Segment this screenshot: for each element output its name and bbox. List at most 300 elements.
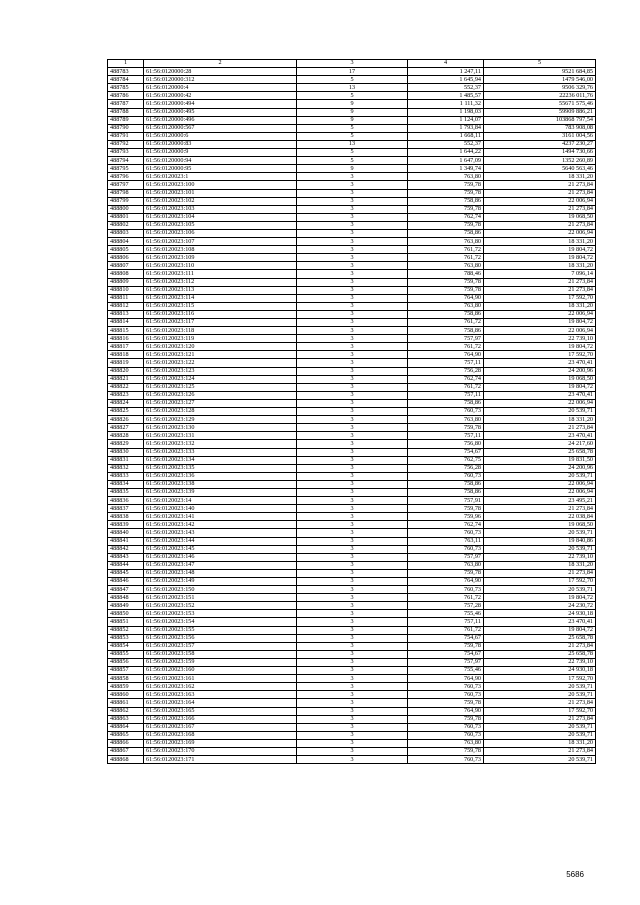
table-cell: 61:56:0120023:101 (144, 189, 297, 197)
table-cell: 61:56:0120023:122 (144, 359, 297, 367)
table-row (108, 76, 596, 84)
table-cell: 763,80 (408, 238, 484, 246)
table-cell: 759,96 (408, 513, 484, 521)
table-cell: 20 539,71 (484, 723, 596, 731)
table-cell: 488845 (108, 569, 144, 577)
table-cell: 788,46 (408, 270, 484, 278)
table-cell: 61:56:0120023:127 (144, 399, 297, 407)
table-cell: 488792 (108, 140, 144, 148)
table-cell: 25 658,78 (484, 448, 596, 456)
table-cell: 3 (297, 602, 408, 610)
table-row (108, 286, 596, 294)
table-cell: 22 739,10 (484, 553, 596, 561)
table-cell: 488846 (108, 578, 144, 586)
table-cell: 552,37 (408, 84, 484, 92)
table-cell: 488840 (108, 529, 144, 537)
table-cell: 61:56:0120023:106 (144, 229, 297, 237)
table-row (108, 658, 596, 666)
table-cell: 61:56:0120023:104 (144, 213, 297, 221)
table-row (108, 197, 596, 205)
table-cell: 763,80 (408, 302, 484, 310)
table-cell: 19 804,72 (484, 594, 596, 602)
table-cell: 763,80 (408, 173, 484, 181)
table-row (108, 667, 596, 675)
table-cell: 61:56:0120023:128 (144, 408, 297, 416)
table-cell: 488819 (108, 359, 144, 367)
table-row (108, 262, 596, 270)
table-cell: 488793 (108, 149, 144, 157)
table-cell: 3 (297, 213, 408, 221)
table-cell: 61:56:0120023:140 (144, 505, 297, 513)
table-cell: 61:56:0120023:107 (144, 238, 297, 246)
table-cell: 21 273,84 (484, 181, 596, 189)
table-cell: 760,73 (408, 723, 484, 731)
table-cell: 3 (297, 731, 408, 739)
table-cell: 3 (297, 310, 408, 318)
table-cell: 21 273,84 (484, 221, 596, 229)
table-cell: 763,80 (408, 561, 484, 569)
table-cell: 760,73 (408, 408, 484, 416)
column-header: 4 (408, 60, 484, 68)
table-cell: 759,78 (408, 715, 484, 723)
table-cell: 19 804,72 (484, 383, 596, 391)
table-cell: 9521 684,85 (484, 68, 596, 76)
table-cell: 764,90 (408, 578, 484, 586)
table-cell: 488828 (108, 432, 144, 440)
table-cell: 19 804,72 (484, 246, 596, 254)
table-cell: 760,73 (408, 586, 484, 594)
table-cell: 3 (297, 642, 408, 650)
table-cell: 61:56:0120000:28 (144, 68, 297, 76)
table-cell: 488863 (108, 715, 144, 723)
table-cell: 763,80 (408, 739, 484, 747)
table-cell: 3 (297, 375, 408, 383)
table-row (108, 545, 596, 553)
table-row (108, 116, 596, 124)
table-cell: 21 273,84 (484, 715, 596, 723)
table-cell: 3 (297, 246, 408, 254)
table-cell: 3 (297, 610, 408, 618)
table-cell: 757,97 (408, 658, 484, 666)
table-cell: 20 539,71 (484, 756, 596, 764)
table-cell: 488844 (108, 561, 144, 569)
table-cell: 3 (297, 675, 408, 683)
table-row (108, 157, 596, 165)
table-cell: 488855 (108, 650, 144, 658)
table-cell: 755,46 (408, 610, 484, 618)
table-row (108, 683, 596, 691)
table-cell: 3 (297, 739, 408, 747)
table-row (108, 448, 596, 456)
table-cell: 18 331,20 (484, 173, 596, 181)
table-cell: 23 470,41 (484, 359, 596, 367)
table-cell: 17 592,70 (484, 675, 596, 683)
table-cell: 22 006,94 (484, 229, 596, 237)
table-cell: 22 739,10 (484, 335, 596, 343)
table-row (108, 165, 596, 173)
table-row (108, 521, 596, 529)
table-row (108, 408, 596, 416)
table-cell: 17 (297, 68, 408, 76)
table-cell: 3 (297, 173, 408, 181)
table-cell: 3 (297, 569, 408, 577)
table-row (108, 650, 596, 658)
table-cell: 3 (297, 440, 408, 448)
table-cell: 3 (297, 262, 408, 270)
table-row (108, 213, 596, 221)
table-cell: 19 068,50 (484, 213, 596, 221)
table-cell: 61:56:0120023:171 (144, 756, 297, 764)
table-cell: 488809 (108, 278, 144, 286)
table-row (108, 537, 596, 545)
table-header-row (108, 60, 596, 68)
table-cell: 61:56:0120023:109 (144, 254, 297, 262)
table-cell: 757,11 (408, 391, 484, 399)
table-cell: 759,78 (408, 642, 484, 650)
table-cell: 19 804,72 (484, 254, 596, 262)
table-cell: 488841 (108, 537, 144, 545)
table-cell: 759,78 (408, 205, 484, 213)
table-cell: 23 470,41 (484, 432, 596, 440)
table-cell: 3 (297, 197, 408, 205)
table-cell: 756,28 (408, 367, 484, 375)
table-cell: 24 930,18 (484, 610, 596, 618)
table-cell: 760,73 (408, 691, 484, 699)
table-cell: 61:56:0120000:42 (144, 92, 297, 100)
table-cell: 19 804,72 (484, 343, 596, 351)
table-cell: 3 (297, 448, 408, 456)
table-cell: 61:56:0120000:4 (144, 84, 297, 92)
table-cell: 1 198,03 (408, 108, 484, 116)
table-row (108, 602, 596, 610)
table-cell: 20 539,71 (484, 691, 596, 699)
table-cell: 758,86 (408, 229, 484, 237)
table-cell: 17 592,70 (484, 351, 596, 359)
table-cell: 488835 (108, 488, 144, 496)
table-cell: 61:56:0120023:121 (144, 351, 297, 359)
table-row (108, 367, 596, 375)
table-cell: 552,37 (408, 140, 484, 148)
table-cell: 61:56:0120000:567 (144, 124, 297, 132)
table-cell: 61:56:0120000:94 (144, 157, 297, 165)
table-cell: 763,11 (408, 537, 484, 545)
table-row (108, 68, 596, 76)
table-cell: 488864 (108, 723, 144, 731)
table-cell: 3 (297, 302, 408, 310)
table-cell: 61:56:0120000:83 (144, 140, 297, 148)
table-cell: 488868 (108, 756, 144, 764)
table-cell: 3 (297, 391, 408, 399)
table-cell: 756,80 (408, 440, 484, 448)
table-cell: 488825 (108, 408, 144, 416)
table-cell: 22 006,94 (484, 310, 596, 318)
table-cell: 3 (297, 626, 408, 634)
table-cell: 22236 011,76 (484, 92, 596, 100)
table-row (108, 92, 596, 100)
table-cell: 61:56:0120023:168 (144, 731, 297, 739)
table-cell: 488808 (108, 270, 144, 278)
table-cell: 1 111,32 (408, 100, 484, 108)
page-number: 5686 (566, 870, 584, 879)
table-cell: 23 470,41 (484, 391, 596, 399)
table-cell: 61:56:0120000:496 (144, 116, 297, 124)
table-cell: 1 349,74 (408, 165, 484, 173)
table-cell: 488831 (108, 456, 144, 464)
table-cell: 22 006,94 (484, 399, 596, 407)
table-cell: 55671 575,46 (484, 100, 596, 108)
table-cell: 3 (297, 715, 408, 723)
table-cell: 488804 (108, 238, 144, 246)
table-cell: 3 (297, 270, 408, 278)
table-cell: 3 (297, 327, 408, 335)
table-cell: 488817 (108, 343, 144, 351)
table-cell: 761,72 (408, 343, 484, 351)
table-row (108, 399, 596, 407)
table-cell: 21 273,84 (484, 424, 596, 432)
table-cell: 21 273,84 (484, 699, 596, 707)
table-cell: 488798 (108, 189, 144, 197)
table-cell: 1 247,11 (408, 68, 484, 76)
table-row (108, 675, 596, 683)
table-cell: 61:56:0120023:157 (144, 642, 297, 650)
table-cell: 488821 (108, 375, 144, 383)
table-row (108, 416, 596, 424)
table-cell: 3 (297, 658, 408, 666)
table-cell: 22 739,10 (484, 658, 596, 666)
table-row (108, 505, 596, 513)
table-row (108, 472, 596, 480)
table-cell: 757,11 (408, 359, 484, 367)
table-cell: 488850 (108, 610, 144, 618)
table-cell: 488833 (108, 472, 144, 480)
table-cell: 760,73 (408, 545, 484, 553)
table-cell: 488789 (108, 116, 144, 124)
table-row (108, 618, 596, 626)
table-cell: 3 (297, 456, 408, 464)
table-cell: 61:56:0120023:108 (144, 246, 297, 254)
table-cell: 759,78 (408, 699, 484, 707)
table-cell: 61:56:0120023:123 (144, 367, 297, 375)
table-cell: 24 200,96 (484, 464, 596, 472)
table-row (108, 488, 596, 496)
table-cell: 488839 (108, 521, 144, 529)
table-cell: 19 831,50 (484, 456, 596, 464)
table-cell: 3 (297, 359, 408, 367)
table-row (108, 132, 596, 140)
table-cell: 24 200,96 (484, 367, 596, 375)
table-row (108, 343, 596, 351)
table-cell: 61:56:0120023:139 (144, 488, 297, 496)
table-cell: 761,72 (408, 254, 484, 262)
table-cell: 488823 (108, 391, 144, 399)
table-cell: 757,97 (408, 335, 484, 343)
table-cell: 488834 (108, 480, 144, 488)
table-cell: 3 (297, 408, 408, 416)
table-row (108, 642, 596, 650)
table-cell: 13 (297, 140, 408, 148)
table-cell: 488865 (108, 731, 144, 739)
table-cell: 762,74 (408, 213, 484, 221)
table-row (108, 294, 596, 302)
table-cell: 488849 (108, 602, 144, 610)
table-cell: 9 (297, 100, 408, 108)
table-cell: 18 331,20 (484, 416, 596, 424)
table-cell: 3 (297, 229, 408, 237)
table-cell: 488853 (108, 634, 144, 642)
table-cell: 61:56:0120023:160 (144, 667, 297, 675)
table-cell: 488857 (108, 667, 144, 675)
table-cell: 488830 (108, 448, 144, 456)
table-cell: 19 068,50 (484, 521, 596, 529)
table-cell: 61:56:0120023:102 (144, 197, 297, 205)
table-cell: 488847 (108, 586, 144, 594)
table-row (108, 302, 596, 310)
table-cell: 3 (297, 618, 408, 626)
table-cell: 488838 (108, 513, 144, 521)
table-cell: 5 (297, 92, 408, 100)
table-cell: 61:56:0120023:158 (144, 650, 297, 658)
table-cell: 61:56:0120023:103 (144, 205, 297, 213)
table-cell: 61:56:0120023:1 (144, 173, 297, 181)
table-cell: 61:56:0120023:152 (144, 602, 297, 610)
table-cell: 488787 (108, 100, 144, 108)
table-cell: 3 (297, 205, 408, 213)
table-cell: 19 840,86 (484, 537, 596, 545)
table-cell: 757,28 (408, 602, 484, 610)
table-row (108, 464, 596, 472)
table-cell: 3 (297, 294, 408, 302)
table-cell: 20 539,71 (484, 731, 596, 739)
table-cell: 19 068,50 (484, 375, 596, 383)
table-cell: 18 331,20 (484, 262, 596, 270)
table-cell: 3 (297, 343, 408, 351)
table-row (108, 480, 596, 488)
table-cell: 488806 (108, 254, 144, 262)
table-row (108, 359, 596, 367)
table-cell: 61:56:0120023:151 (144, 594, 297, 602)
table-row (108, 440, 596, 448)
table-cell: 3 (297, 594, 408, 602)
table-cell: 5 (297, 76, 408, 84)
table-cell: 761,72 (408, 626, 484, 634)
table-cell: 9 (297, 108, 408, 116)
table-cell: 1 668,11 (408, 132, 484, 140)
table-cell: 488848 (108, 594, 144, 602)
table-cell: 3 (297, 383, 408, 391)
table-row (108, 270, 596, 278)
table-cell: 21 273,84 (484, 569, 596, 577)
table-cell: 20 539,71 (484, 472, 596, 480)
table-cell: 3 (297, 634, 408, 642)
table-cell: 22 006,94 (484, 327, 596, 335)
table-cell: 488795 (108, 165, 144, 173)
table-cell: 1 124,07 (408, 116, 484, 124)
table-row (108, 456, 596, 464)
table-cell: 3 (297, 529, 408, 537)
table-cell: 9 (297, 165, 408, 173)
table-cell: 3 (297, 238, 408, 246)
table-cell: 61:56:0120023:148 (144, 569, 297, 577)
table-cell: 61:56:0120023:116 (144, 310, 297, 318)
table-cell: 61:56:0120023:155 (144, 626, 297, 634)
table-cell: 103868 797,54 (484, 116, 596, 124)
table-cell: 61:56:0120000:494 (144, 100, 297, 108)
table-cell: 61:56:0120000:9 (144, 149, 297, 157)
table-row (108, 181, 596, 189)
table-cell: 763,80 (408, 416, 484, 424)
table-cell: 3 (297, 513, 408, 521)
table-cell: 21 273,84 (484, 747, 596, 755)
table-cell: 17 592,70 (484, 294, 596, 302)
table-cell: 61:56:0120023:132 (144, 440, 297, 448)
table-cell: 61:56:0120000:6 (144, 132, 297, 140)
table-cell: 61:56:0120023:159 (144, 658, 297, 666)
table-cell: 61:56:0120023:161 (144, 675, 297, 683)
table-cell: 5640 563,46 (484, 165, 596, 173)
table-cell: 61:56:0120023:113 (144, 286, 297, 294)
table-cell: 488842 (108, 545, 144, 553)
table-cell: 764,90 (408, 707, 484, 715)
table-cell: 488788 (108, 108, 144, 116)
table-row (108, 319, 596, 327)
table-cell: 3 (297, 586, 408, 594)
table-row (108, 238, 596, 246)
table-row (108, 594, 596, 602)
table-cell: 18 331,20 (484, 238, 596, 246)
table-cell: 61:56:0120023:154 (144, 618, 297, 626)
table-cell: 21 273,84 (484, 205, 596, 213)
table-cell: 25 658,78 (484, 650, 596, 658)
table-cell: 759,78 (408, 569, 484, 577)
table-cell: 3 (297, 351, 408, 359)
table-cell: 757,97 (408, 553, 484, 561)
table-cell: 488794 (108, 157, 144, 165)
table-cell: 488814 (108, 319, 144, 327)
table-cell: 488851 (108, 618, 144, 626)
table-cell: 21 273,84 (484, 505, 596, 513)
table-cell: 3 (297, 578, 408, 586)
table-cell: 61:56:0120023:167 (144, 723, 297, 731)
table-cell: 761,72 (408, 319, 484, 327)
table-cell: 759,78 (408, 181, 484, 189)
table-cell: 3 (297, 699, 408, 707)
table-cell: 22 006,94 (484, 197, 596, 205)
table-cell: 61:56:0120023:170 (144, 747, 297, 755)
table-cell: 61:56:0120023:110 (144, 262, 297, 270)
table-cell: 18 331,20 (484, 561, 596, 569)
table-cell: 757,91 (408, 497, 484, 505)
table-row (108, 497, 596, 505)
table-cell: 61:56:0120023:149 (144, 578, 297, 586)
table-cell: 758,86 (408, 327, 484, 335)
table-cell: 761,72 (408, 246, 484, 254)
table-cell: 488837 (108, 505, 144, 513)
table-cell: 488824 (108, 399, 144, 407)
table-cell: 3 (297, 472, 408, 480)
table-cell: 61:56:0120023:117 (144, 319, 297, 327)
table-cell: 3 (297, 254, 408, 262)
table-cell: 3 (297, 521, 408, 529)
table-cell: 61:56:0120023:118 (144, 327, 297, 335)
table-cell: 760,73 (408, 529, 484, 537)
table-cell: 61:56:0120023:142 (144, 521, 297, 529)
table-cell: 488796 (108, 173, 144, 181)
table-cell: 17 592,70 (484, 707, 596, 715)
table-cell: 61:56:0120023:100 (144, 181, 297, 189)
table-row (108, 691, 596, 699)
table-cell: 61:56:0120023:141 (144, 513, 297, 521)
table-cell: 61:56:0120023:136 (144, 472, 297, 480)
